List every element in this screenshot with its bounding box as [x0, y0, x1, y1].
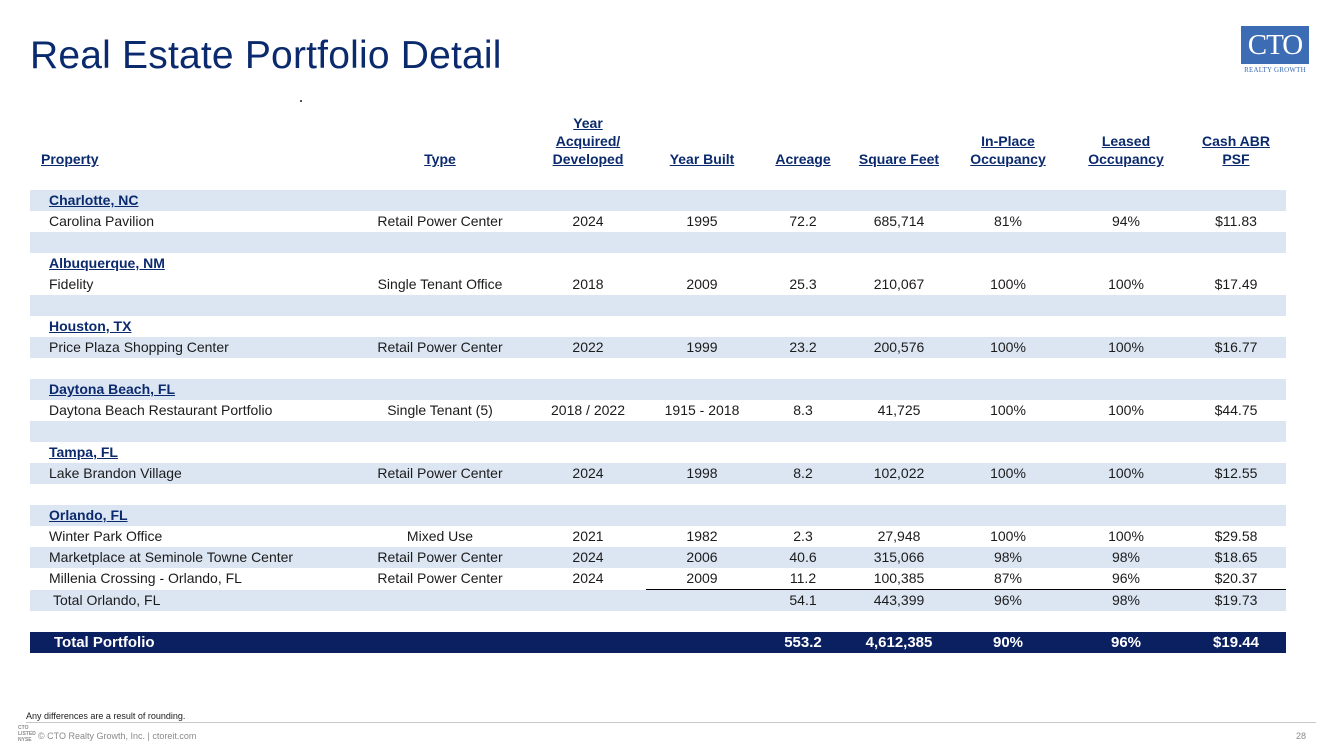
col-header-year-built: Year Built — [669, 151, 735, 167]
city-name: Orlando, FL — [30, 505, 1286, 526]
year-built: 2009 — [686, 276, 718, 292]
logo-subtitle: REALTY GROWTH — [1244, 66, 1306, 74]
leased-occupancy: 98% — [1066, 547, 1186, 568]
col-header-cash-abr-psf: Cash ABR PSF — [1202, 133, 1270, 167]
spacer-row — [30, 484, 1286, 505]
footer-divider — [26, 722, 1316, 723]
property-name: Fidelity — [49, 276, 94, 292]
inplace-occupancy: 100% — [950, 337, 1066, 358]
year-built: 1915 - 2018 — [664, 402, 740, 418]
square-feet: 102,022 — [848, 463, 950, 484]
leased-occupancy: 100% — [1066, 337, 1186, 358]
subtotal-acreage: 54.1 — [758, 590, 848, 612]
year-built: 1982 — [686, 528, 718, 544]
square-feet: 200,576 — [848, 337, 950, 358]
square-feet: 27,948 — [877, 528, 921, 544]
page-number: 28 — [1296, 731, 1307, 741]
nyse-listed-logo: CTO LISTED NYSE — [18, 725, 36, 743]
subtotal-label: Total Orlando, FL — [30, 590, 350, 612]
col-header-year-acquired: Year Acquired/ Developed — [552, 115, 624, 167]
property-type: Retail Power Center — [350, 463, 530, 484]
total-cash-abr-psf: $19.44 — [1186, 632, 1286, 653]
total-label: Total Portfolio — [30, 632, 350, 653]
subtotal-row — [30, 590, 1286, 612]
year-acquired: 2021 — [572, 528, 604, 544]
year-acquired: 2024 — [572, 213, 604, 229]
cash-abr-psf: $18.65 — [1186, 547, 1286, 568]
copyright: © CTO Realty Growth, Inc. | ctoreit.com — [38, 731, 197, 741]
spacer-row — [30, 421, 1286, 442]
company-logo — [1241, 26, 1309, 78]
table-row — [30, 547, 1286, 568]
square-feet: 685,714 — [873, 213, 925, 229]
cash-abr-psf: $29.58 — [1214, 528, 1258, 544]
subtotal-square-feet: 443,399 — [848, 590, 950, 612]
table-row — [30, 463, 1286, 484]
city-row — [30, 379, 1286, 400]
year-built: 1999 — [646, 337, 758, 358]
city-row — [30, 190, 1286, 211]
city-name: Daytona Beach, FL — [30, 379, 1286, 400]
property-type: Single Tenant (5) — [387, 402, 493, 418]
inplace-occupancy: 100% — [990, 528, 1026, 544]
logo-mark: CTO — [1241, 26, 1309, 64]
total-square-feet: 4,612,385 — [848, 632, 950, 653]
year-acquired: 2024 — [530, 463, 646, 484]
page-title: Real Estate Portfolio Detail — [30, 34, 502, 77]
acreage: 8.2 — [758, 463, 848, 484]
year-acquired: 2024 — [530, 547, 646, 568]
col-header-property: Property — [41, 151, 99, 167]
spacer-row — [30, 232, 1286, 253]
col-header-inplace-occupancy: In-Place Occupancy — [970, 133, 1046, 167]
acreage: 23.2 — [758, 337, 848, 358]
acreage: 72.2 — [789, 213, 817, 229]
cash-abr-psf: $20.37 — [1186, 568, 1286, 590]
year-acquired: 2018 — [572, 276, 604, 292]
property-name: Price Plaza Shopping Center — [30, 337, 350, 358]
spacer-row — [30, 295, 1286, 316]
city-name: Houston, TX — [49, 318, 132, 334]
acreage: 8.3 — [793, 402, 813, 418]
leased-occupancy: 100% — [1108, 402, 1144, 418]
city-row — [30, 505, 1286, 526]
city-name: Charlotte, NC — [30, 190, 1286, 211]
year-built: 2006 — [646, 547, 758, 568]
leased-occupancy: 100% — [1108, 528, 1144, 544]
property-type: Retail Power Center — [377, 213, 503, 229]
leased-occupancy: 96% — [1066, 568, 1186, 590]
property-name: Millenia Crossing - Orlando, FL — [49, 570, 242, 587]
table-row — [30, 568, 1286, 590]
year-built: 1998 — [646, 463, 758, 484]
inplace-occupancy: 98% — [950, 547, 1066, 568]
spacer-row — [30, 611, 1286, 632]
inplace-occupancy: 100% — [990, 276, 1026, 292]
property-type: Retail Power Center — [350, 547, 530, 568]
inplace-occupancy: 81% — [993, 213, 1023, 229]
property-name: Daytona Beach Restaurant Portfolio — [49, 402, 273, 418]
total-acreage: 553.2 — [758, 632, 848, 653]
city-name: Tampa, FL — [49, 444, 118, 460]
square-feet: 315,066 — [848, 547, 950, 568]
table-row — [30, 526, 1286, 547]
cash-abr-psf: $11.83 — [1215, 213, 1257, 229]
inplace-occupancy: 100% — [990, 402, 1026, 418]
cash-abr-psf: $17.49 — [1214, 276, 1258, 292]
inplace-occupancy: 87% — [950, 568, 1066, 590]
portfolio-table — [30, 114, 1286, 653]
leased-occupancy: 100% — [1066, 463, 1186, 484]
property-name: Lake Brandon Village — [30, 463, 350, 484]
property-name: Marketplace at Seminole Towne Center — [30, 547, 350, 568]
year-acquired: 2024 — [572, 570, 604, 587]
stray-dot — [300, 100, 302, 102]
total-portfolio-row — [30, 632, 1286, 653]
table-row — [30, 400, 1286, 421]
year-built: 1995 — [686, 213, 718, 229]
leased-occupancy: 100% — [1108, 276, 1144, 292]
table-header-row — [30, 114, 1286, 190]
city-name: Albuquerque, NM — [49, 255, 165, 271]
year-acquired: 2022 — [530, 337, 646, 358]
cash-abr-psf: $16.77 — [1186, 337, 1286, 358]
subtotal-cash-abr-psf: $19.73 — [1186, 590, 1286, 612]
property-name: Carolina Pavilion — [49, 213, 155, 229]
total-leased-occupancy: 96% — [1066, 632, 1186, 653]
total-inplace-occupancy: 90% — [950, 632, 1066, 653]
col-header-acreage: Acreage — [775, 151, 831, 167]
square-feet: 210,067 — [873, 276, 925, 292]
cash-abr-psf: $44.75 — [1214, 402, 1258, 418]
city-row — [30, 442, 1286, 463]
year-built: 2009 — [646, 568, 758, 590]
year-acquired: 2018 / 2022 — [551, 402, 625, 418]
acreage: 40.6 — [758, 547, 848, 568]
acreage: 2.3 — [793, 528, 813, 544]
square-feet: 100,385 — [848, 568, 950, 590]
subtotal-inplace-occupancy: 96% — [950, 590, 1066, 612]
col-header-square-feet: Square Feet — [858, 151, 940, 167]
spacer-row — [30, 358, 1286, 379]
acreage: 25.3 — [789, 276, 817, 292]
table-row — [30, 211, 1286, 232]
acreage: 11.2 — [758, 568, 848, 590]
col-header-leased-occupancy: Leased Occupancy — [1088, 133, 1164, 167]
property-type: Retail Power Center — [350, 337, 530, 358]
property-type: Retail Power Center — [377, 570, 503, 587]
cash-abr-psf: $12.55 — [1186, 463, 1286, 484]
city-row — [30, 253, 1286, 274]
subtotal-leased-occupancy: 98% — [1066, 590, 1186, 612]
property-type: Mixed Use — [406, 528, 474, 544]
city-row — [30, 316, 1286, 337]
leased-occupancy: 94% — [1111, 213, 1141, 229]
square-feet: 41,725 — [877, 402, 921, 418]
inplace-occupancy: 100% — [950, 463, 1066, 484]
col-header-type: Type — [424, 151, 456, 167]
footnote: Any differences are a result of rounding. — [26, 711, 186, 721]
property-type: Single Tenant Office — [377, 276, 503, 292]
table-row — [30, 337, 1286, 358]
table-row — [30, 274, 1286, 295]
property-name: Winter Park Office — [49, 528, 163, 544]
